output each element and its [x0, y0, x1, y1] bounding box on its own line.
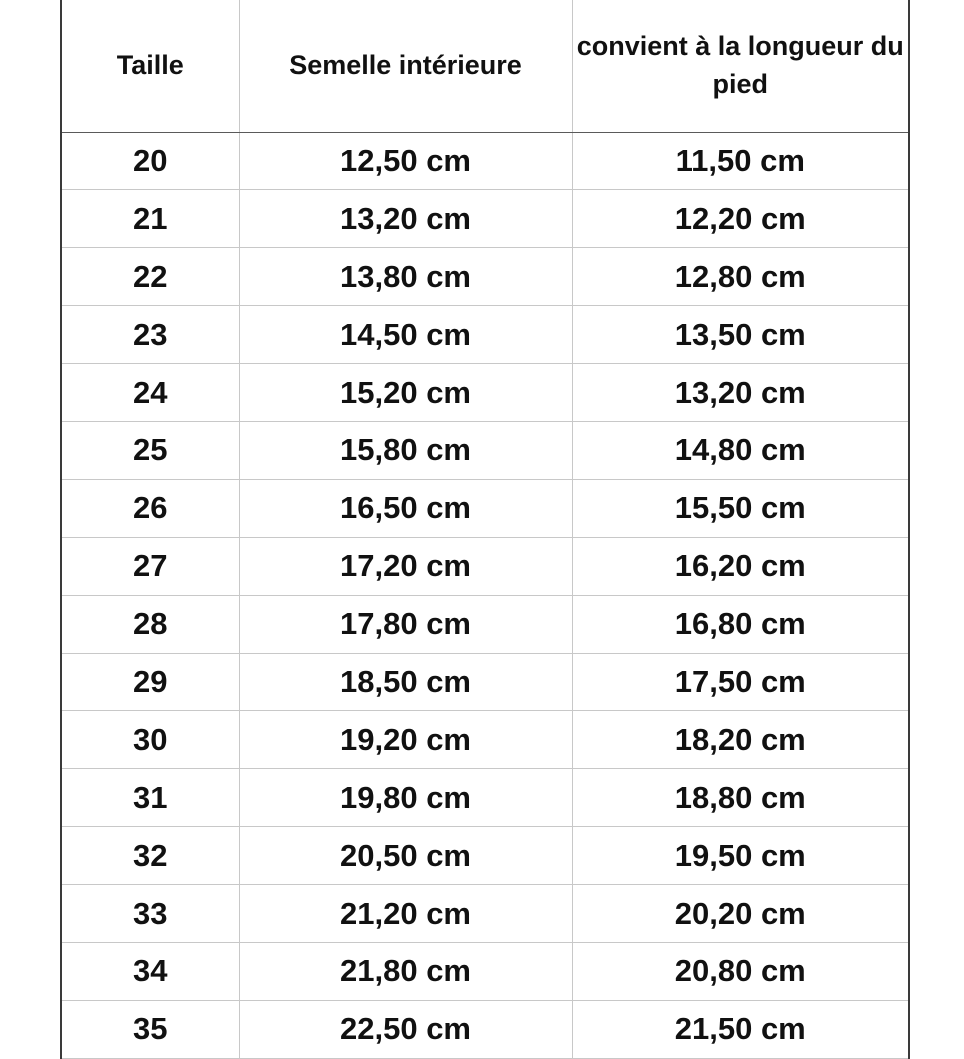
cell-foot-length: 12,80 cm	[572, 248, 909, 306]
cell-foot-length: 20,20 cm	[572, 885, 909, 943]
table-row	[61, 653, 909, 711]
cell-insole-length: 21,80 cm	[239, 942, 572, 1000]
header-row	[61, 0, 909, 132]
cell-size: 29	[61, 653, 239, 711]
cell-foot-length: 12,20 cm	[572, 190, 909, 248]
table-row	[61, 364, 909, 422]
table-row	[61, 306, 909, 364]
cell-insole-length: 22,50 cm	[239, 1000, 572, 1058]
table-row	[61, 479, 909, 537]
table-row	[61, 248, 909, 306]
table-row	[61, 132, 909, 190]
header-foot-length: convient à la longueur du pied	[572, 0, 909, 132]
cell-size: 35	[61, 1000, 239, 1058]
cell-foot-length: 18,80 cm	[572, 769, 909, 827]
cell-size: 22	[61, 248, 239, 306]
cell-foot-length: 14,80 cm	[572, 421, 909, 479]
cell-insole-length: 18,50 cm	[239, 653, 572, 711]
header-insole-length: Semelle intérieure	[239, 0, 572, 132]
cell-size: 28	[61, 595, 239, 653]
cell-insole-length: 13,80 cm	[239, 248, 572, 306]
table-row	[61, 711, 909, 769]
table-row	[61, 190, 909, 248]
table-row	[61, 421, 909, 479]
cell-insole-length: 14,50 cm	[239, 306, 572, 364]
header-size: Taille	[61, 0, 239, 132]
cell-foot-length: 13,20 cm	[572, 364, 909, 422]
cell-size: 32	[61, 827, 239, 885]
table-row	[61, 595, 909, 653]
cell-foot-length: 16,80 cm	[572, 595, 909, 653]
table-row	[61, 942, 909, 1000]
cell-foot-length: 16,20 cm	[572, 537, 909, 595]
size-chart-table	[60, 0, 910, 1059]
table-row	[61, 769, 909, 827]
table-row	[61, 537, 909, 595]
cell-insole-length: 17,20 cm	[239, 537, 572, 595]
cell-size: 26	[61, 479, 239, 537]
cell-insole-length: 16,50 cm	[239, 479, 572, 537]
cell-size: 25	[61, 421, 239, 479]
cell-size: 30	[61, 711, 239, 769]
cell-size: 21	[61, 190, 239, 248]
cell-foot-length: 21,50 cm	[572, 1000, 909, 1058]
table-row	[61, 885, 909, 943]
cell-foot-length: 17,50 cm	[572, 653, 909, 711]
cell-size: 20	[61, 132, 239, 190]
cell-insole-length: 17,80 cm	[239, 595, 572, 653]
cell-size: 31	[61, 769, 239, 827]
cell-insole-length: 13,20 cm	[239, 190, 572, 248]
cell-insole-length: 12,50 cm	[239, 132, 572, 190]
cell-size: 33	[61, 885, 239, 943]
cell-foot-length: 15,50 cm	[572, 479, 909, 537]
cell-foot-length: 19,50 cm	[572, 827, 909, 885]
cell-foot-length: 18,20 cm	[572, 711, 909, 769]
cell-size: 24	[61, 364, 239, 422]
cell-size: 23	[61, 306, 239, 364]
cell-insole-length: 20,50 cm	[239, 827, 572, 885]
cell-insole-length: 19,20 cm	[239, 711, 572, 769]
cell-insole-length: 19,80 cm	[239, 769, 572, 827]
cell-insole-length: 15,80 cm	[239, 421, 572, 479]
table-row	[61, 827, 909, 885]
cell-insole-length: 15,20 cm	[239, 364, 572, 422]
cell-foot-length: 20,80 cm	[572, 942, 909, 1000]
cell-foot-length: 13,50 cm	[572, 306, 909, 364]
cell-foot-length: 11,50 cm	[572, 132, 909, 190]
cell-size: 27	[61, 537, 239, 595]
cell-insole-length: 21,20 cm	[239, 885, 572, 943]
cell-size: 34	[61, 942, 239, 1000]
